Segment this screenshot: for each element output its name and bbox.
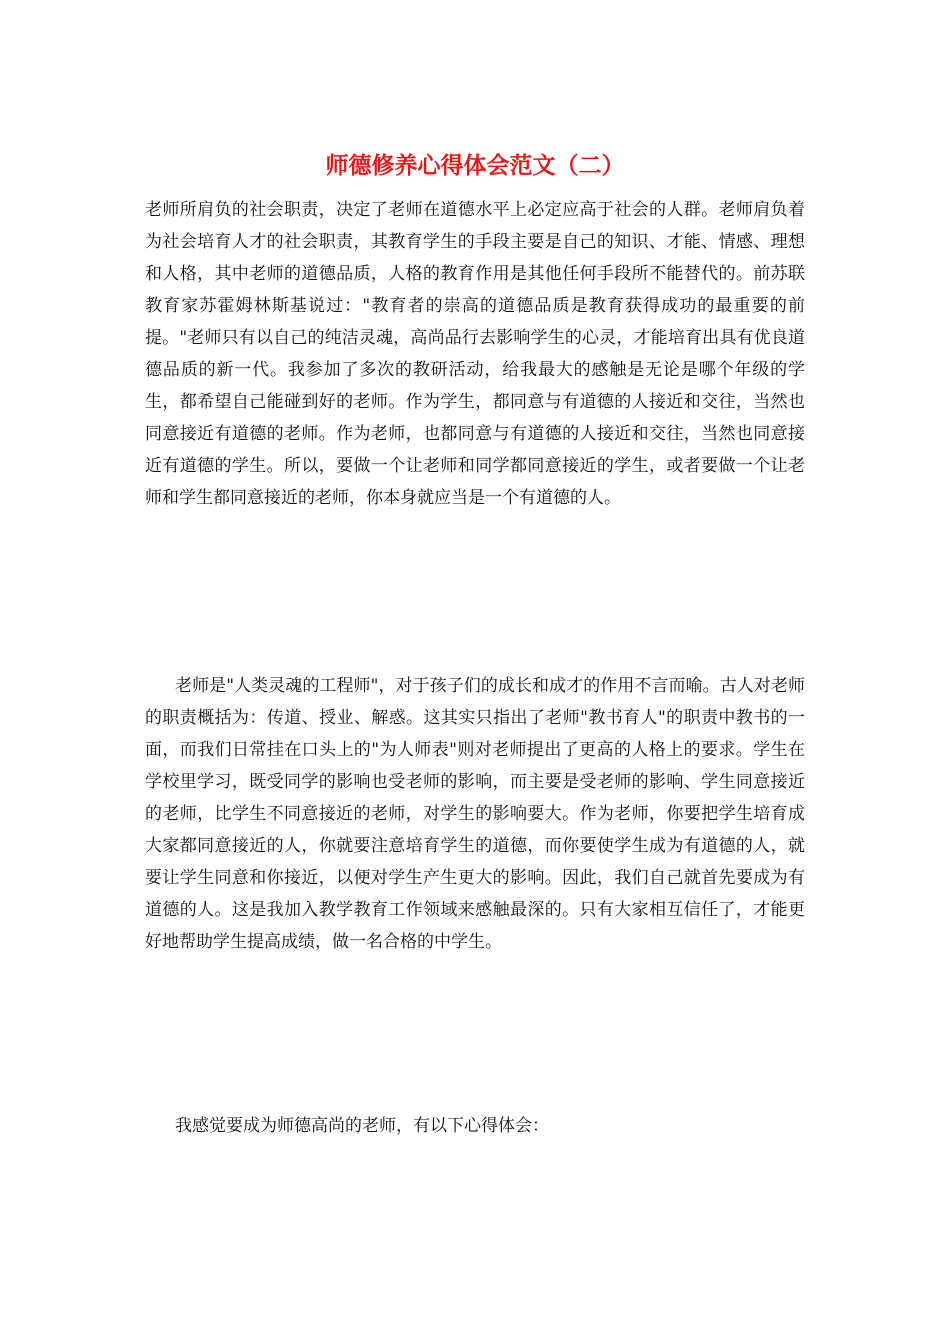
- paragraph-1: 老师所肩负的社会职责，决定了老师在道德水平上必定应高于社会的人群。老师肩负着为社会培育人才的社会职责，其教育学生的手段主要是自己的知识、才能、情感、理想和人格，其中老师的道德品质，人格的教育作用是其他任何手段所不能替代的。前苏联教育家苏霍姆林斯基说过："教育者的崇高的道德品质是教育获得成功的最重要的前提。"老师只有以自己的纯洁灵魂，高尚品行去影响学生的心灵，才能培育出具有优良道德品质的新一代。我参加了多次的教研活动，给我最大的感触是无论是哪个年级的学生，都希望自己能碰到好的老师。作为学生，都同意与有道德的人接近和交往，当然也同意接近有道德的老师。作为老师，也都同意与有道德的人接近和交往，当然也同意接近有道德的学生。所以，要做一个让老师和同学都同意接近的学生，或者要做一个让老师和学生都同意接近的老师，你本身就应当是一个有道德的人。: [145, 200, 805, 508]
- document-title: 师德修养心得体会范文（二）: [325, 152, 625, 179]
- paragraph-2: 老师是"人类灵魂的工程师"，对于孩子们的成长和成才的作用不言而喻。古人对老师的职责概括为：传道、授业、解惑。这其实只指出了老师"教书育人"的职责中教书的一面，而我们日常挂在口头上的"为人师表"则对老师提出了更高的人格上的要求。学生在学校里学习，既受同学的影响也受老师的影响，而主要是受老师的影响、学生同意接近的老师，比学生不同意接近的老师，对学生的影响要大。作为老师，你要把学生培育成大家都同意接近的人，你就要注意培育学生的道德，而你要使学生成为有道德的人，就要让学生同意和你接近，以便对学生产生更大的影响。因此，我们自己就首先要成为有道德的人。这是我加入教学教育工作领域来感触最深的。只有大家相互信任了，才能更好地帮助学生提高成绩，做一名合格的中学生。: [145, 676, 805, 952]
- paragraph-3: 我感觉要成为师德高尚的老师，有以下心得体会：: [175, 1116, 549, 1136]
